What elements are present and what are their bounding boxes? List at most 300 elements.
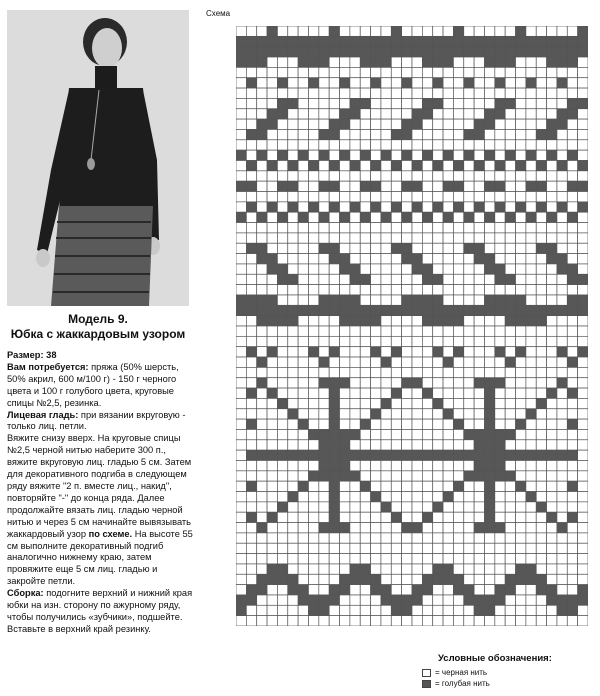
chart-cell-empty bbox=[246, 150, 256, 160]
chart-cell-filled bbox=[288, 305, 298, 315]
chart-cell-filled bbox=[277, 109, 287, 119]
chart-cell-empty bbox=[547, 533, 557, 543]
chart-cell-filled bbox=[340, 440, 350, 450]
chart-cell-empty bbox=[340, 398, 350, 408]
chart-cell-empty bbox=[402, 533, 412, 543]
chart-cell-filled bbox=[267, 347, 277, 357]
chart-cell-filled bbox=[567, 109, 577, 119]
chart-cell-empty bbox=[567, 336, 577, 346]
chart-cell-empty bbox=[381, 605, 391, 615]
chart-cell-empty bbox=[319, 398, 329, 408]
chart-cell-filled bbox=[526, 409, 536, 419]
chart-cell-empty bbox=[277, 26, 287, 36]
chart-cell-filled bbox=[381, 212, 391, 222]
chart-cell-filled bbox=[495, 460, 505, 470]
chart-cell-empty bbox=[453, 554, 463, 564]
chart-cell-empty bbox=[536, 223, 546, 233]
chart-cell-filled bbox=[371, 492, 381, 502]
chart-cell-empty bbox=[495, 512, 505, 522]
chart-cell-empty bbox=[557, 616, 567, 626]
chart-cell-filled bbox=[422, 36, 432, 46]
chart-cell-filled bbox=[422, 295, 432, 305]
chart-cell-empty bbox=[288, 605, 298, 615]
chart-cell-filled bbox=[391, 243, 401, 253]
chart-cell-filled bbox=[495, 181, 505, 191]
chart-cell-filled bbox=[246, 36, 256, 46]
chart-cell-filled bbox=[288, 98, 298, 108]
chart-cell-empty bbox=[257, 388, 267, 398]
chart-cell-empty bbox=[308, 181, 318, 191]
chart-cell-empty bbox=[277, 419, 287, 429]
chart-cell-empty bbox=[329, 223, 339, 233]
chart-cell-empty bbox=[246, 543, 256, 553]
chart-cell-empty bbox=[277, 409, 287, 419]
chart-cell-empty bbox=[557, 223, 567, 233]
stitch-paragraph bbox=[7, 410, 193, 434]
chart-cell-empty bbox=[350, 26, 360, 36]
chart-cell-filled bbox=[422, 450, 432, 460]
chart-cell-empty bbox=[360, 347, 370, 357]
chart-cell-empty bbox=[505, 264, 515, 274]
chart-cell-empty bbox=[526, 26, 536, 36]
chart-cell-filled bbox=[340, 119, 350, 129]
chart-cell-empty bbox=[277, 616, 287, 626]
chart-cell-empty bbox=[422, 129, 432, 139]
chart-cell-empty bbox=[371, 295, 381, 305]
chart-cell-empty bbox=[495, 419, 505, 429]
chart-cell-empty bbox=[484, 202, 494, 212]
chart-cell-empty bbox=[246, 440, 256, 450]
chart-cell-filled bbox=[371, 316, 381, 326]
chart-cell-empty bbox=[495, 212, 505, 222]
chart-cell-empty bbox=[474, 233, 484, 243]
chart-cell-empty bbox=[443, 616, 453, 626]
chart-cell-empty bbox=[381, 492, 391, 502]
chart-cell-empty bbox=[402, 223, 412, 233]
chart-cell-filled bbox=[360, 150, 370, 160]
chart-cell-filled bbox=[350, 450, 360, 460]
chart-cell-empty bbox=[433, 181, 443, 191]
chart-cell-empty bbox=[246, 192, 256, 202]
chart-cell-empty bbox=[516, 140, 526, 150]
chart-cell-filled bbox=[391, 305, 401, 315]
chart-cell-empty bbox=[350, 460, 360, 470]
chart-cell-empty bbox=[453, 171, 463, 181]
chart-cell-empty bbox=[557, 471, 567, 481]
chart-cell-empty bbox=[526, 295, 536, 305]
chart-cell-filled bbox=[433, 574, 443, 584]
chart-cell-empty bbox=[319, 233, 329, 243]
chart-cell-filled bbox=[360, 181, 370, 191]
chart-cell-filled bbox=[360, 98, 370, 108]
chart-cell-empty bbox=[516, 595, 526, 605]
chart-cell-filled bbox=[402, 523, 412, 533]
chart-cell-empty bbox=[236, 98, 246, 108]
chart-cell-empty bbox=[236, 254, 246, 264]
chart-cell-empty bbox=[236, 440, 246, 450]
chart-cell-empty bbox=[547, 26, 557, 36]
chart-cell-empty bbox=[308, 212, 318, 222]
chart-cell-empty bbox=[371, 223, 381, 233]
chart-cell-empty bbox=[402, 564, 412, 574]
chart-cell-filled bbox=[484, 388, 494, 398]
chart-cell-empty bbox=[277, 88, 287, 98]
chart-cell-empty bbox=[578, 502, 588, 512]
chart-cell-empty bbox=[474, 274, 484, 284]
chart-cell-empty bbox=[443, 460, 453, 470]
chart-cell-empty bbox=[505, 171, 515, 181]
steps-text: Вяжите снизу вверх. На круговые спицы №2,5 черной нитью наберите 300 п., вяжите вкруговую лиц. гладью 5 см. Затем для декоративного подгиба в следующем ряду вяжите "2 п. вместе лиц., накид", повторяйте "-" до конца ряда. Далее продолжайте вязать лиц. гладью черной нитью и через 5 см начинайте вывязывать жаккардовый узор bbox=[7, 433, 192, 539]
chart-cell-empty bbox=[474, 67, 484, 77]
chart-cell-empty bbox=[360, 129, 370, 139]
chart-cell-empty bbox=[464, 605, 474, 615]
chart-cell-empty bbox=[567, 367, 577, 377]
chart-cell-filled bbox=[422, 212, 432, 222]
chart-cell-empty bbox=[422, 336, 432, 346]
chart-cell-filled bbox=[557, 36, 567, 46]
chart-cell-empty bbox=[246, 316, 256, 326]
chart-cell-empty bbox=[474, 140, 484, 150]
chart-cell-filled bbox=[433, 564, 443, 574]
chart-cell-empty bbox=[236, 88, 246, 98]
chart-cell-empty bbox=[464, 492, 474, 502]
chart-cell-empty bbox=[340, 616, 350, 626]
chart-cell-empty bbox=[257, 460, 267, 470]
chart-cell-empty bbox=[236, 450, 246, 460]
chart-cell-empty bbox=[371, 605, 381, 615]
chart-cell-filled bbox=[433, 295, 443, 305]
chart-cell-empty bbox=[257, 140, 267, 150]
chart-cell-empty bbox=[267, 285, 277, 295]
chart-cell-empty bbox=[433, 357, 443, 367]
chart-cell-empty bbox=[319, 409, 329, 419]
chart-cell-empty bbox=[350, 223, 360, 233]
chart-cell-filled bbox=[484, 305, 494, 315]
chart-cell-empty bbox=[402, 398, 412, 408]
chart-cell-filled bbox=[453, 160, 463, 170]
chart-cell-filled bbox=[319, 378, 329, 388]
chart-cell-empty bbox=[422, 223, 432, 233]
chart-cell-empty bbox=[257, 429, 267, 439]
chart-cell-filled bbox=[308, 78, 318, 88]
chart-cell-empty bbox=[246, 409, 256, 419]
chart-cell-empty bbox=[474, 554, 484, 564]
chart-cell-filled bbox=[412, 47, 422, 57]
chart-cell-empty bbox=[288, 171, 298, 181]
chart-cell-empty bbox=[267, 129, 277, 139]
chart-cell-empty bbox=[246, 564, 256, 574]
chart-cell-empty bbox=[319, 109, 329, 119]
chart-cell-empty bbox=[443, 543, 453, 553]
chart-cell-empty bbox=[257, 367, 267, 377]
chart-cell-empty bbox=[536, 481, 546, 491]
chart-cell-filled bbox=[547, 119, 557, 129]
chart-cell-empty bbox=[319, 616, 329, 626]
chart-cell-empty bbox=[360, 67, 370, 77]
chart-cell-empty bbox=[288, 192, 298, 202]
chart-cell-empty bbox=[547, 357, 557, 367]
chart-cell-filled bbox=[371, 47, 381, 57]
chart-cell-empty bbox=[412, 429, 422, 439]
chart-cell-empty bbox=[484, 67, 494, 77]
chart-cell-empty bbox=[536, 605, 546, 615]
chart-cell-empty bbox=[516, 378, 526, 388]
chart-cell-filled bbox=[495, 378, 505, 388]
chart-cell-filled bbox=[350, 36, 360, 46]
chart-cell-empty bbox=[547, 523, 557, 533]
chart-cell-empty bbox=[484, 192, 494, 202]
chart-cell-empty bbox=[547, 440, 557, 450]
chart-cell-empty bbox=[495, 388, 505, 398]
chart-cell-empty bbox=[308, 564, 318, 574]
chart-cell-empty bbox=[288, 398, 298, 408]
chart-cell-empty bbox=[557, 171, 567, 181]
chart-cell-filled bbox=[319, 605, 329, 615]
chart-cell-empty bbox=[257, 160, 267, 170]
chart-cell-empty bbox=[277, 192, 287, 202]
chart-cell-empty bbox=[547, 378, 557, 388]
chart-cell-filled bbox=[277, 564, 287, 574]
chart-cell-empty bbox=[246, 554, 256, 564]
chart-cell-empty bbox=[308, 367, 318, 377]
chart-cell-filled bbox=[277, 150, 287, 160]
chart-cell-filled bbox=[402, 119, 412, 129]
chart-cell-empty bbox=[381, 574, 391, 584]
chart-cell-filled bbox=[484, 419, 494, 429]
chart-cell-filled bbox=[578, 36, 588, 46]
chart-cell-empty bbox=[308, 264, 318, 274]
chart-cell-empty bbox=[495, 26, 505, 36]
chart-cell-empty bbox=[257, 26, 267, 36]
chart-cell-filled bbox=[288, 585, 298, 595]
chart-cell-empty bbox=[557, 502, 567, 512]
chart-cell-empty bbox=[495, 67, 505, 77]
chart-cell-empty bbox=[360, 471, 370, 481]
chart-cell-empty bbox=[495, 88, 505, 98]
chart-cell-empty bbox=[236, 192, 246, 202]
chart-cell-empty bbox=[236, 160, 246, 170]
chart-cell-empty bbox=[236, 574, 246, 584]
chart-cell-empty bbox=[526, 585, 536, 595]
chart-cell-empty bbox=[567, 564, 577, 574]
chart-cell-empty bbox=[391, 57, 401, 67]
chart-cell-empty bbox=[391, 554, 401, 564]
chart-cell-empty bbox=[474, 212, 484, 222]
chart-cell-filled bbox=[464, 243, 474, 253]
chart-cell-empty bbox=[298, 192, 308, 202]
chart-cell-empty bbox=[567, 223, 577, 233]
chart-cell-empty bbox=[495, 564, 505, 574]
chart-cell-empty bbox=[340, 347, 350, 357]
chart-cell-empty bbox=[391, 67, 401, 77]
chart-cell-empty bbox=[308, 398, 318, 408]
chart-cell-empty bbox=[298, 129, 308, 139]
chart-cell-empty bbox=[267, 585, 277, 595]
chart-cell-filled bbox=[236, 212, 246, 222]
chart-cell-empty bbox=[298, 264, 308, 274]
stitch-text: при вязании вкруговую - только лиц. петли. bbox=[7, 409, 186, 432]
chart-cell-empty bbox=[474, 512, 484, 522]
chart-cell-empty bbox=[567, 533, 577, 543]
chart-cell-empty bbox=[484, 140, 494, 150]
chart-cell-empty bbox=[526, 264, 536, 274]
chart-cell-filled bbox=[371, 78, 381, 88]
chart-cell-empty bbox=[329, 554, 339, 564]
chart-cell-filled bbox=[257, 243, 267, 253]
chart-cell-empty bbox=[257, 471, 267, 481]
chart-cell-empty bbox=[319, 574, 329, 584]
chart-cell-empty bbox=[484, 533, 494, 543]
chart-cell-empty bbox=[536, 523, 546, 533]
chart-cell-empty bbox=[298, 398, 308, 408]
chart-cell-empty bbox=[495, 140, 505, 150]
chart-cell-empty bbox=[381, 233, 391, 243]
chart-cell-empty bbox=[308, 285, 318, 295]
chart-cell-empty bbox=[526, 523, 536, 533]
chart-cell-empty bbox=[371, 243, 381, 253]
chart-cell-empty bbox=[329, 150, 339, 160]
chart-cell-empty bbox=[402, 57, 412, 67]
chart-cell-empty bbox=[277, 140, 287, 150]
chart-cell-empty bbox=[350, 181, 360, 191]
chart-cell-empty bbox=[329, 367, 339, 377]
chart-cell-empty bbox=[329, 88, 339, 98]
chart-cell-filled bbox=[495, 429, 505, 439]
chart-cell-filled bbox=[578, 595, 588, 605]
chart-cell-empty bbox=[495, 492, 505, 502]
chart-cell-empty bbox=[340, 160, 350, 170]
chart-cell-empty bbox=[567, 88, 577, 98]
materials-text: пряжа (50% шерсть, 50% акрил, 600 м/100 г) - 150 г черного цвета и 100 г голубого цвета, круговые спицы №2,5, резинка. bbox=[7, 361, 179, 408]
chart-cell-empty bbox=[298, 119, 308, 129]
chart-cell-empty bbox=[236, 202, 246, 212]
chart-cell-empty bbox=[578, 336, 588, 346]
chart-cell-empty bbox=[329, 533, 339, 543]
chart-cell-empty bbox=[443, 160, 453, 170]
chart-cell-filled bbox=[308, 57, 318, 67]
chart-cell-empty bbox=[526, 595, 536, 605]
chart-cell-empty bbox=[443, 171, 453, 181]
chart-cell-empty bbox=[329, 192, 339, 202]
chart-cell-empty bbox=[557, 574, 567, 584]
chart-cell-empty bbox=[412, 512, 422, 522]
chart-cell-empty bbox=[412, 57, 422, 67]
chart-cell-filled bbox=[402, 378, 412, 388]
chart-cell-empty bbox=[298, 440, 308, 450]
chart-cell-empty bbox=[547, 264, 557, 274]
chart-cell-empty bbox=[464, 419, 474, 429]
chart-cell-empty bbox=[536, 595, 546, 605]
chart-cell-empty bbox=[257, 192, 267, 202]
chart-cell-empty bbox=[246, 274, 256, 284]
chart-cell-empty bbox=[350, 523, 360, 533]
chart-cell-filled bbox=[298, 419, 308, 429]
chart-cell-empty bbox=[422, 233, 432, 243]
chart-cell-filled bbox=[526, 316, 536, 326]
chart-cell-empty bbox=[298, 512, 308, 522]
chart-cell-empty bbox=[516, 409, 526, 419]
chart-cell-filled bbox=[340, 212, 350, 222]
chart-cell-empty bbox=[443, 295, 453, 305]
chart-cell-empty bbox=[526, 202, 536, 212]
chart-cell-filled bbox=[578, 47, 588, 57]
chart-cell-empty bbox=[495, 616, 505, 626]
chart-cell-empty bbox=[484, 554, 494, 564]
chart-cell-empty bbox=[402, 585, 412, 595]
chart-cell-filled bbox=[329, 295, 339, 305]
chart-cell-empty bbox=[464, 543, 474, 553]
chart-cell-empty bbox=[516, 502, 526, 512]
chart-cell-filled bbox=[547, 450, 557, 460]
chart-cell-empty bbox=[443, 26, 453, 36]
chart-cell-filled bbox=[547, 512, 557, 522]
chart-cell-empty bbox=[308, 378, 318, 388]
chart-cell-empty bbox=[371, 264, 381, 274]
chart-cell-empty bbox=[516, 326, 526, 336]
chart-cell-filled bbox=[443, 305, 453, 315]
chart-cell-empty bbox=[381, 554, 391, 564]
chart-cell-empty bbox=[236, 119, 246, 129]
chart-cell-filled bbox=[391, 47, 401, 57]
chart-cell-empty bbox=[277, 605, 287, 615]
chart-cell-empty bbox=[298, 471, 308, 481]
chart-cell-empty bbox=[277, 223, 287, 233]
chart-cell-empty bbox=[236, 564, 246, 574]
chart-cell-empty bbox=[578, 109, 588, 119]
chart-cell-empty bbox=[371, 440, 381, 450]
chart-cell-empty bbox=[547, 98, 557, 108]
chart-cell-empty bbox=[329, 233, 339, 243]
chart-cell-empty bbox=[257, 616, 267, 626]
chart-cell-empty bbox=[464, 98, 474, 108]
chart-cell-filled bbox=[277, 398, 287, 408]
chart-cell-empty bbox=[526, 419, 536, 429]
chart-cell-filled bbox=[464, 450, 474, 460]
chart-cell-empty bbox=[267, 223, 277, 233]
chart-cell-empty bbox=[495, 574, 505, 584]
chart-cell-empty bbox=[536, 378, 546, 388]
chart-cell-empty bbox=[360, 119, 370, 129]
chart-cell-filled bbox=[319, 471, 329, 481]
chart-cell-empty bbox=[391, 523, 401, 533]
chart-cell-empty bbox=[360, 202, 370, 212]
chart-cell-filled bbox=[298, 57, 308, 67]
chart-cell-empty bbox=[350, 233, 360, 243]
chart-cell-empty bbox=[298, 326, 308, 336]
chart-cell-empty bbox=[526, 357, 536, 367]
chart-cell-filled bbox=[443, 409, 453, 419]
chart-cell-filled bbox=[246, 595, 256, 605]
chart-cell-empty bbox=[453, 523, 463, 533]
chart-cell-empty bbox=[422, 67, 432, 77]
chart-cell-empty bbox=[578, 264, 588, 274]
chart-cell-empty bbox=[298, 533, 308, 543]
chart-cell-empty bbox=[547, 160, 557, 170]
chart-cell-empty bbox=[578, 388, 588, 398]
chart-cell-empty bbox=[277, 347, 287, 357]
chart-cell-empty bbox=[267, 98, 277, 108]
chart-cell-empty bbox=[267, 492, 277, 502]
chart-cell-filled bbox=[422, 264, 432, 274]
chart-cell-empty bbox=[257, 347, 267, 357]
chart-cell-filled bbox=[360, 574, 370, 584]
chart-cell-empty bbox=[567, 554, 577, 564]
chart-cell-empty bbox=[547, 429, 557, 439]
chart-cell-filled bbox=[443, 36, 453, 46]
chart-cell-empty bbox=[360, 554, 370, 564]
chart-cell-empty bbox=[402, 440, 412, 450]
chart-cell-empty bbox=[505, 367, 515, 377]
